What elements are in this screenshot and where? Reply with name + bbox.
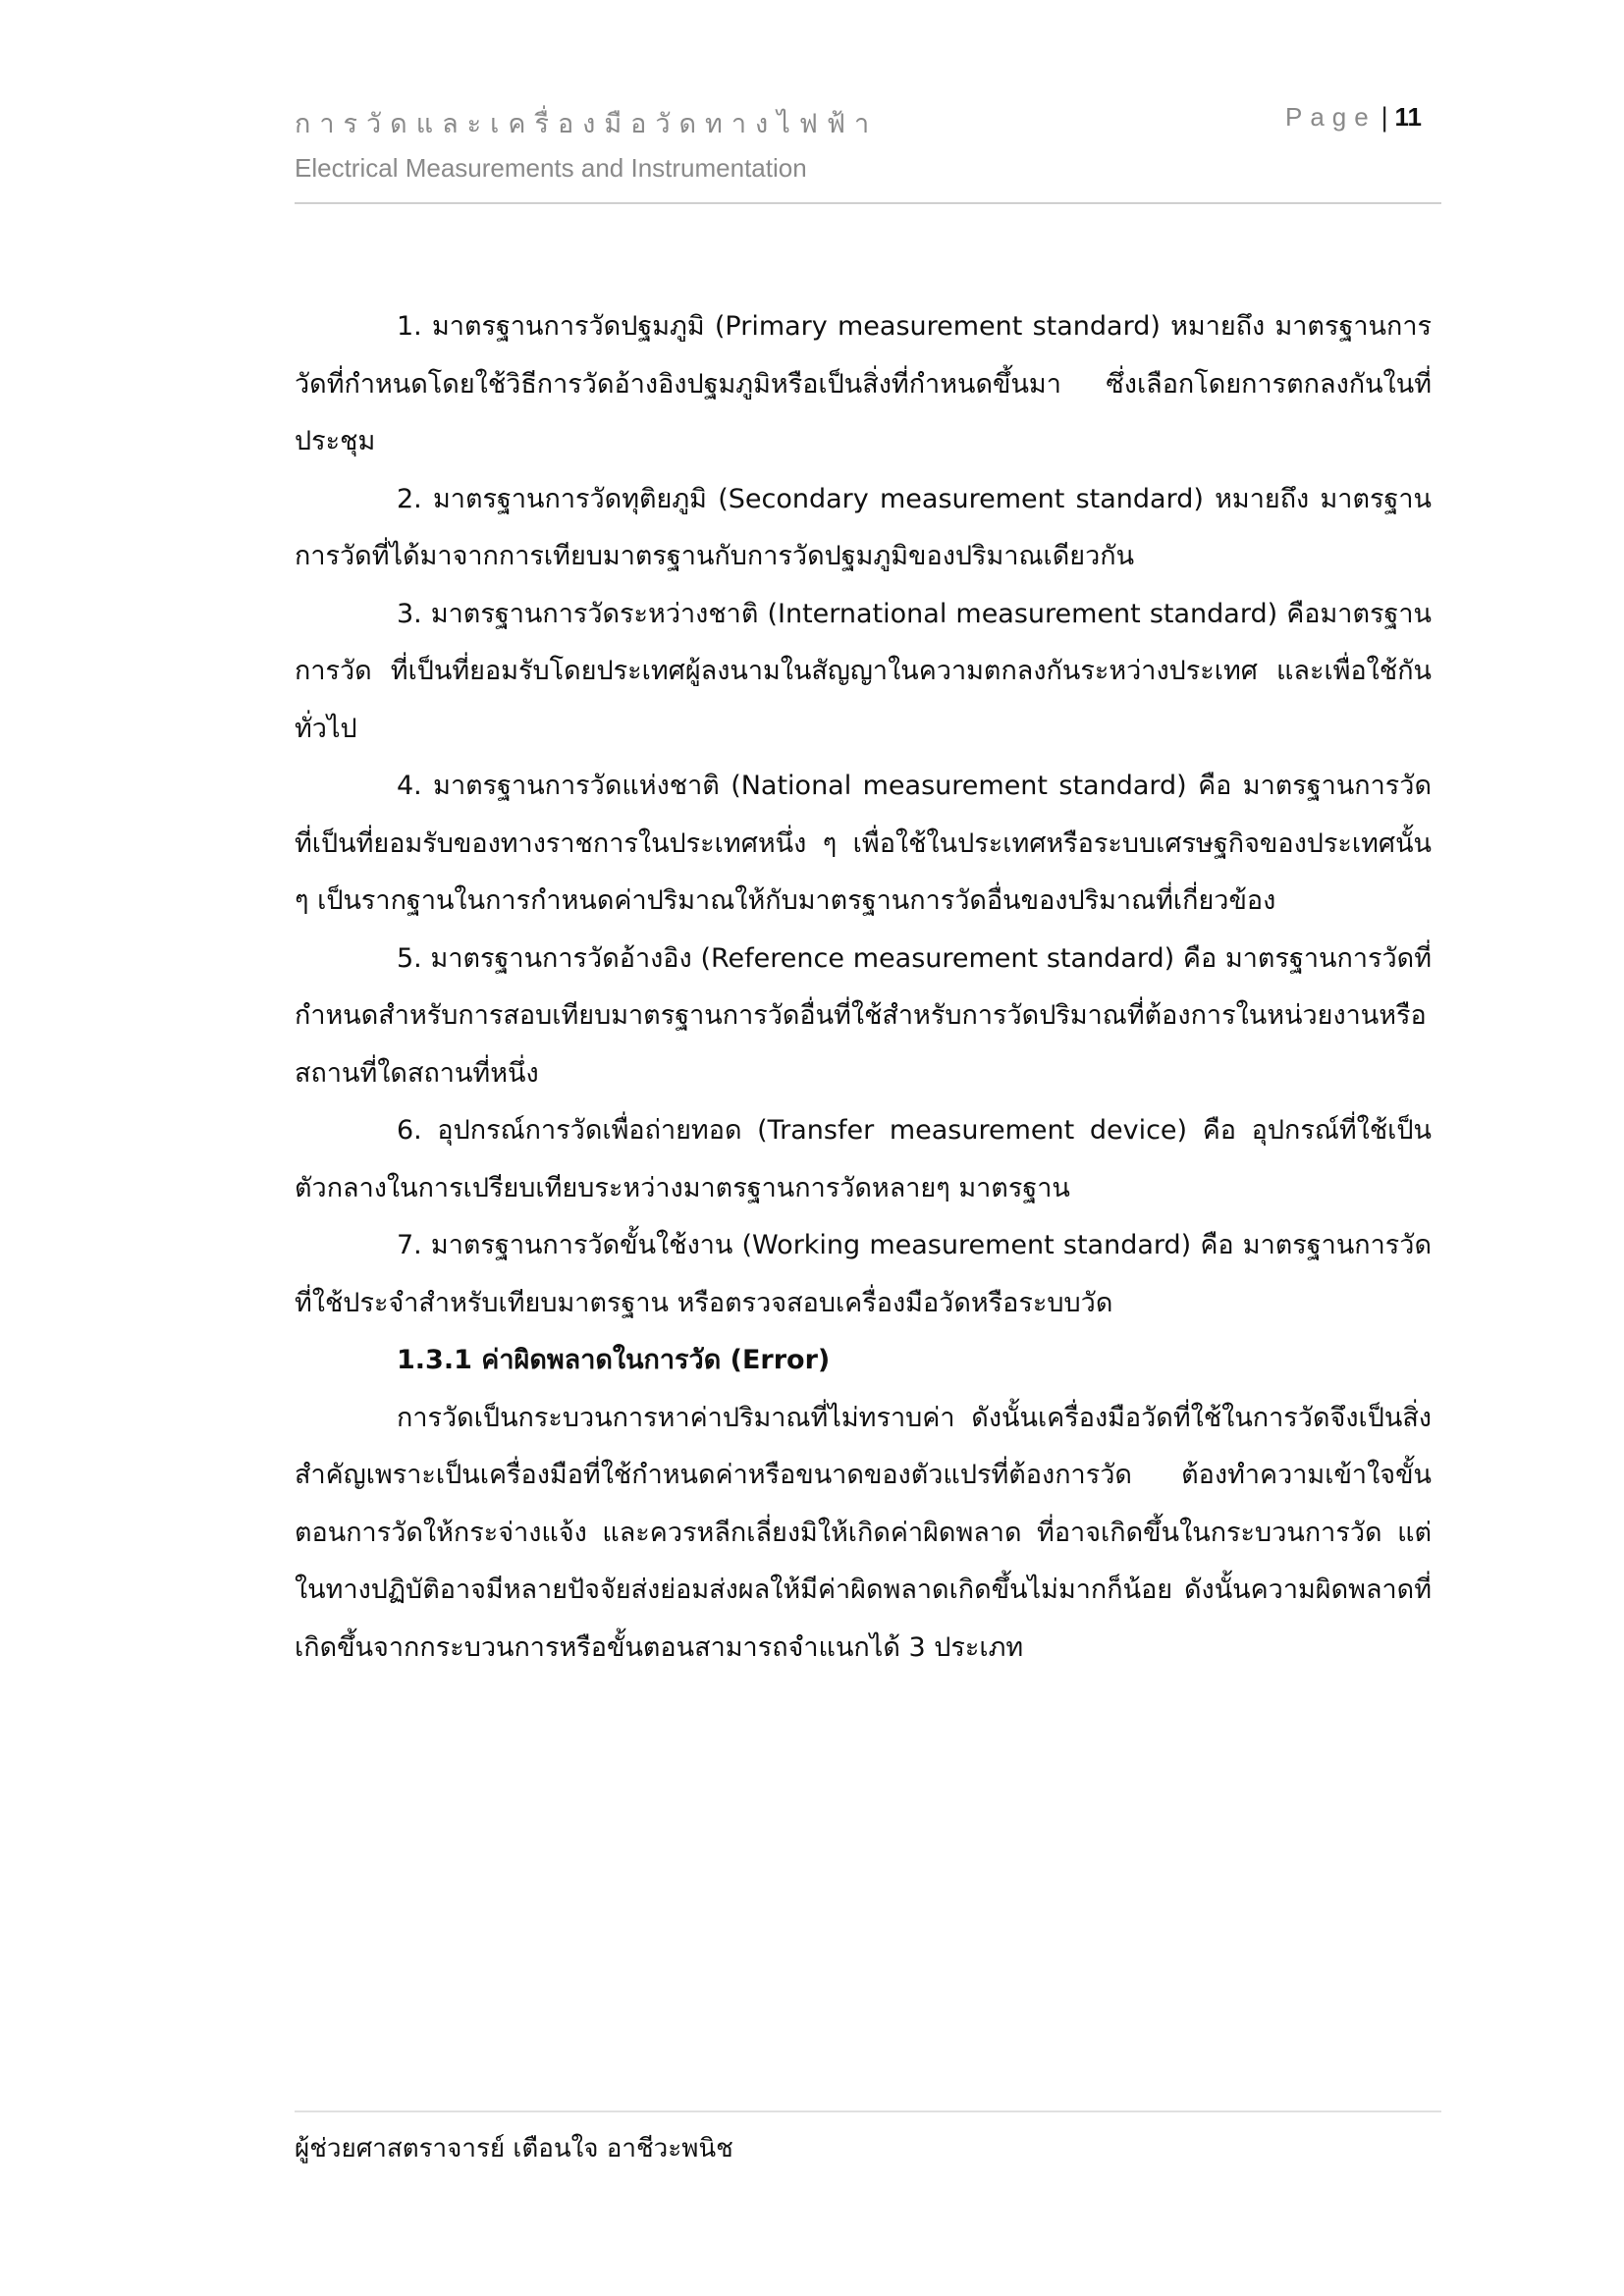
standard-international-paragraph: 3. มาตรฐานการวัดระหว่างชาติ (International measurement standard) คือมาตรฐานการวัด ที่เป็นที่ยอมรับโดยประเทศผู้ลงนามในสัญญาในความตกลงกันระหว่างประเทศ และเพื่อใช้กันทั่วไป <box>295 598 1432 744</box>
page-header <box>295 98 1441 204</box>
header-title-english: Electrical Measurements and Instrumentation <box>295 153 807 183</box>
page-number: 11 <box>1394 102 1422 132</box>
error-section-paragraph: การวัดเป็นกระบวนการหาค่าปริมาณที่ไม่ทราบค่า ดังนั้นเครื่องมือวัดที่ใช้ในการวัดจึงเป็นสิ่งสำคัญเพราะเป็นเครื่องมือที่ใช้กำหนดค่าหรือขนาดของตัวแปรที่ต้องการวัด ต้องทำความเข้าใจขั้นตอนการวัดให้กระจ่างแจ้ง และควรหลีกเลี่ยงมิให้เกิดค่าผิดพลาด ที่อาจเกิดขึ้นในกระบวนการวัด แต่ในทางปฏิบัติอาจมีหลายปัจจัยส่งย่อมส่งผลให้มีค่าผิดพลาดเกิดขึ้นไม่มากก็น้อย ดังนั้นความผิดพลาดที่เกิดขึ้นจากกระบวนการหรือขั้นตอนสามารถจำแนกได้ 3 ประเภท <box>295 1402 1432 1663</box>
page-footer <box>295 2110 1441 2163</box>
standard-national-paragraph: 4. มาตรฐานการวัดแห่งชาติ (National measurement standard) คือ มาตรฐานการวัดที่เป็นที่ยอมรับของทางราชการในประเทศหนึ่ง ๆ เพื่อใช้ในประเทศหรือระบบเศรษฐกิจของประเทศนั้น ๆ เป็นรากฐานในการกำหนดค่าปริมาณให้กับมาตรฐานการวัดอื่นของปริมาณที่เกี่ยวข้อง <box>295 771 1432 916</box>
header-title-thai: การวัดและเครื่องมือวัดทางไฟฟ้า <box>295 109 879 139</box>
body-content <box>295 298 1432 1677</box>
standard-secondary-paragraph: 2. มาตรฐานการวัดทุติยภูมิ (Secondary measurement standard) หมายถึง มาตรฐานการวัดที่ได้มาจากการเทียบมาตรฐานกับการวัดปฐมภูมิของปริมาณเดียวกัน <box>295 483 1432 571</box>
page-number-block <box>1285 102 1422 133</box>
transfer-device-paragraph: 6. อุปกรณ์การวัดเพื่อถ่ายทอด (Transfer measurement device) คือ อุปกรณ์ที่ใช้เป็นตัวกลางในการเปรียบเทียบระหว่างมาตรฐานการวัดหลายๆ มาตรฐาน <box>295 1115 1432 1203</box>
standard-working-paragraph: 7. มาตรฐานการวัดขั้นใช้งาน (Working measurement standard) คือ มาตรฐานการวัดที่ใช้ประจำสำหรับเทียบมาตรฐาน หรือตรวจสอบเครื่องมือวัดหรือระบบวัด <box>295 1230 1432 1318</box>
section-heading-error: 1.3.1 ค่าผิดพลาดในการวัด (Error) <box>397 1345 831 1375</box>
standard-primary-paragraph: 1. มาตรฐานการวัดปฐมภูมิ (Primary measurement standard) หมายถึง มาตรฐานการวัดที่กำหนดโดยใช้วิธีการวัดอ้างอิงปฐมภูมิหรือเป็นสิ่งที่กำหนดขึ้นมา ซึ่งเลือกโดยการตกลงกันในที่ประชุม <box>295 311 1432 456</box>
standard-reference-paragraph: 5. มาตรฐานการวัดอ้างอิง (Reference measurement standard) คือ มาตรฐานการวัดที่กำหนดสำหรับการสอบเทียบมาตรฐานการวัดอื่นที่ใช้สำหรับการวัดปริมาณที่ต้องการในหน่วยงานหรือสถานที่ใดสถานที่หนึ่ง <box>295 942 1432 1089</box>
page-label: Page <box>1285 102 1377 132</box>
page-separator: | <box>1380 103 1389 133</box>
footer-author: ผู้ช่วยศาสตราจารย์ เตือนใจ อาชีวะพนิช <box>295 2134 733 2163</box>
